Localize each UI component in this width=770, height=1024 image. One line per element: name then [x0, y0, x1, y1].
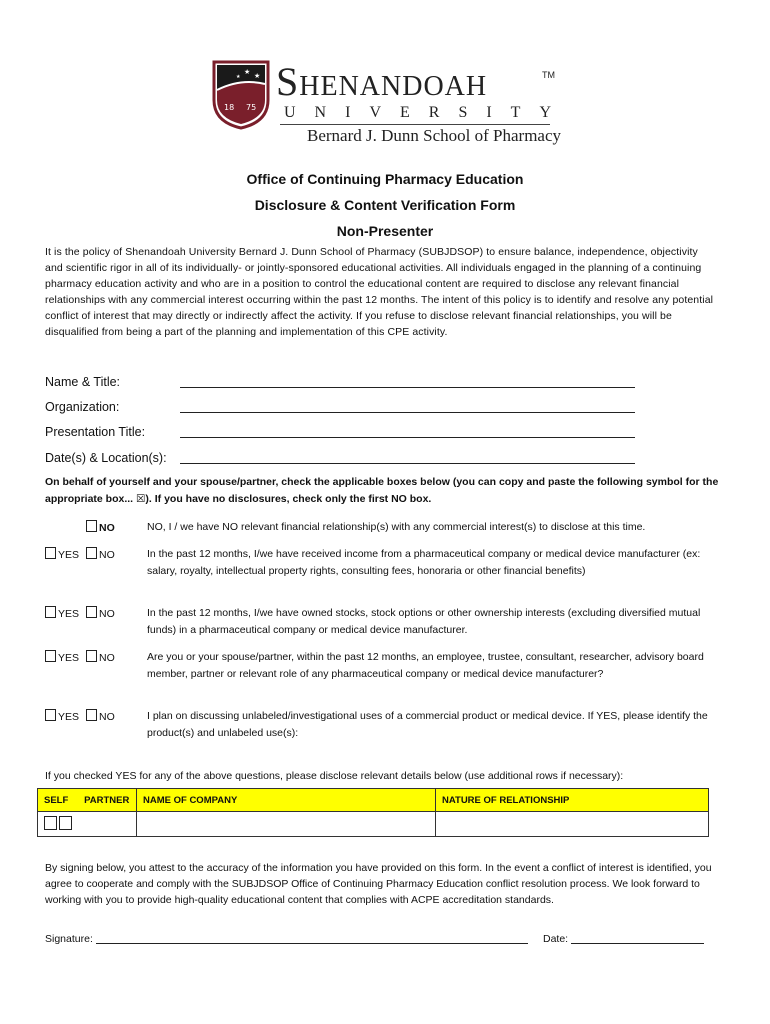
company-cell[interactable] — [137, 812, 436, 837]
dates-locations-label: Date(s) & Location(s): — [45, 451, 167, 465]
table-row — [38, 812, 709, 837]
q5-yes-option[interactable]: YES — [45, 709, 79, 723]
attestation-paragraph: By signing below, you attest to the accuracy of the information you have provided on this form. In the event a conflict of interest is identified, you agree to cooperate and comply with the SUBJDSOP Office of Continuing Pharmacy Education conflict resolution process. We look forward to working with you to provide high-quality educational content that complies with ACPE accreditation standards. — [45, 862, 712, 906]
q1-no-option[interactable]: NO — [86, 520, 115, 534]
presentation-title-label: Presentation Title: — [45, 425, 146, 439]
date-label: Date: — [543, 933, 569, 945]
checkbox[interactable] — [86, 650, 97, 662]
self-checkbox[interactable] — [44, 816, 57, 830]
q5-no-option[interactable]: NO — [86, 709, 115, 723]
checkbox[interactable] — [86, 606, 97, 618]
form-title-disclosure: Disclosure & Content Verification Form — [254, 197, 516, 213]
organization-field[interactable] — [180, 412, 635, 413]
svg-text:★: ★ — [244, 68, 251, 76]
q4-text: Are you or your spouse/partner, within the past 12 months, an employee, trustee, consultant, researcher, advisory board member, partner or relevant role of any pharmaceutical company or medical device manufacturer? — [147, 651, 704, 680]
checkbox[interactable] — [45, 547, 56, 559]
checkbox[interactable] — [86, 709, 97, 721]
name-title-label: Name & Title: — [45, 375, 121, 389]
partner-checkbox[interactable] — [59, 816, 72, 830]
checkbox[interactable] — [86, 520, 97, 532]
university-name: Shenandoah — [276, 59, 488, 104]
q2-text: In the past 12 months, I/we have received income from a pharmaceutical company or medical device manufacturer (ex: salary, royalty, intellectual property rights, consulting fees, honoraria or other financial benefits) — [147, 548, 701, 577]
trademark: TM — [542, 70, 555, 80]
checkbox[interactable] — [45, 650, 56, 662]
svg-text:★: ★ — [236, 74, 241, 80]
signature-field[interactable] — [96, 932, 528, 944]
q5-text: I plan on discussing unlabeled/investigational uses of a commercial product or medical device. If YES, please identify the product(s) and unlabeled use(s): — [147, 710, 708, 739]
q4-no-option[interactable]: NO — [86, 650, 115, 664]
partner-header: PARTNER — [84, 794, 130, 806]
self-header: SELF — [44, 794, 69, 806]
policy-paragraph: It is the policy of Shenandoah University Bernard J. Dunn School of Pharmacy (SUBJDSOP) to ensure balance, independence, objectivity and scientific rigor in all of its individually- or jointly-sponsored educational activities. All individuals engaged in the planning of a continuing pharmacy education activity and who are in a position to control the educational content are required to disclose any relevant financial relationships with any commercial interest occurring within the past 12 months. The intent of this policy is to identify and resolve any potential conflict of interest that may directly or indirectly affect the activity. If you refuse to disclose relevant financial relationships, you will be disqualified from being a part of the planning and implementation of this CPE activity. — [45, 246, 714, 338]
logo-divider — [280, 124, 550, 125]
self-partner-header — [38, 789, 137, 812]
date-row — [543, 932, 704, 945]
form-title-office: Office of Continuing Pharmacy Education — [246, 171, 524, 187]
shield-icon — [212, 60, 270, 130]
q2-yes-option[interactable]: YES — [45, 547, 79, 561]
self-partner-cell — [38, 812, 137, 837]
q3-text: In the past 12 months, I/we have owned stocks, stock options or other ownership interests (excluding diversified mutual funds) in a pharmaceutical company or medical device manufacturer. — [147, 607, 701, 636]
table-header-row — [38, 789, 709, 812]
q4-yes-option[interactable]: YES — [45, 650, 79, 664]
signature-label: Signature: — [45, 933, 93, 945]
q3-no-option[interactable]: NO — [86, 606, 115, 620]
company-header: NAME OF COMPANY — [137, 789, 436, 812]
date-field[interactable] — [571, 932, 704, 944]
q3-yes-option[interactable]: YES — [45, 606, 79, 620]
disclosure-note: If you checked YES for any of the above questions, please disclose relevant details below (use additional rows if necessary): — [45, 770, 624, 782]
university-logo — [212, 59, 570, 152]
form-title-nonpresenter: Non-Presenter — [336, 223, 434, 239]
shield-year-right: 75 — [246, 103, 257, 112]
q2-no-option[interactable]: NO — [86, 547, 115, 561]
checkbox-instructions: On behalf of yourself and your spouse/partner, check the applicable boxes below (you can copy and paste the following symbol for the appropriate box... ☒). If you have no disclosures, check only the first NO box. — [45, 476, 719, 505]
relationship-cell[interactable] — [436, 812, 709, 837]
disclosure-table — [37, 788, 709, 837]
presentation-title-field[interactable] — [180, 437, 635, 438]
name-title-field[interactable] — [180, 387, 635, 388]
university-subtitle: UNIVERSITY — [284, 104, 570, 121]
svg-text:★: ★ — [254, 72, 261, 80]
checkbox[interactable] — [45, 709, 56, 721]
school-name: Bernard J. Dunn School of Pharmacy — [307, 126, 562, 145]
signature-row — [45, 932, 528, 945]
shield-year-left: 18 — [224, 103, 235, 112]
organization-label: Organization: — [45, 400, 120, 414]
q1-text: NO, I / we have NO relevant financial relationship(s) with any commercial interest(s) to disclose at this time. — [147, 521, 646, 533]
checkbox[interactable] — [86, 547, 97, 559]
dates-locations-field[interactable] — [180, 463, 635, 464]
relationship-header: NATURE OF RELATIONSHIP — [436, 789, 709, 812]
checkbox[interactable] — [45, 606, 56, 618]
